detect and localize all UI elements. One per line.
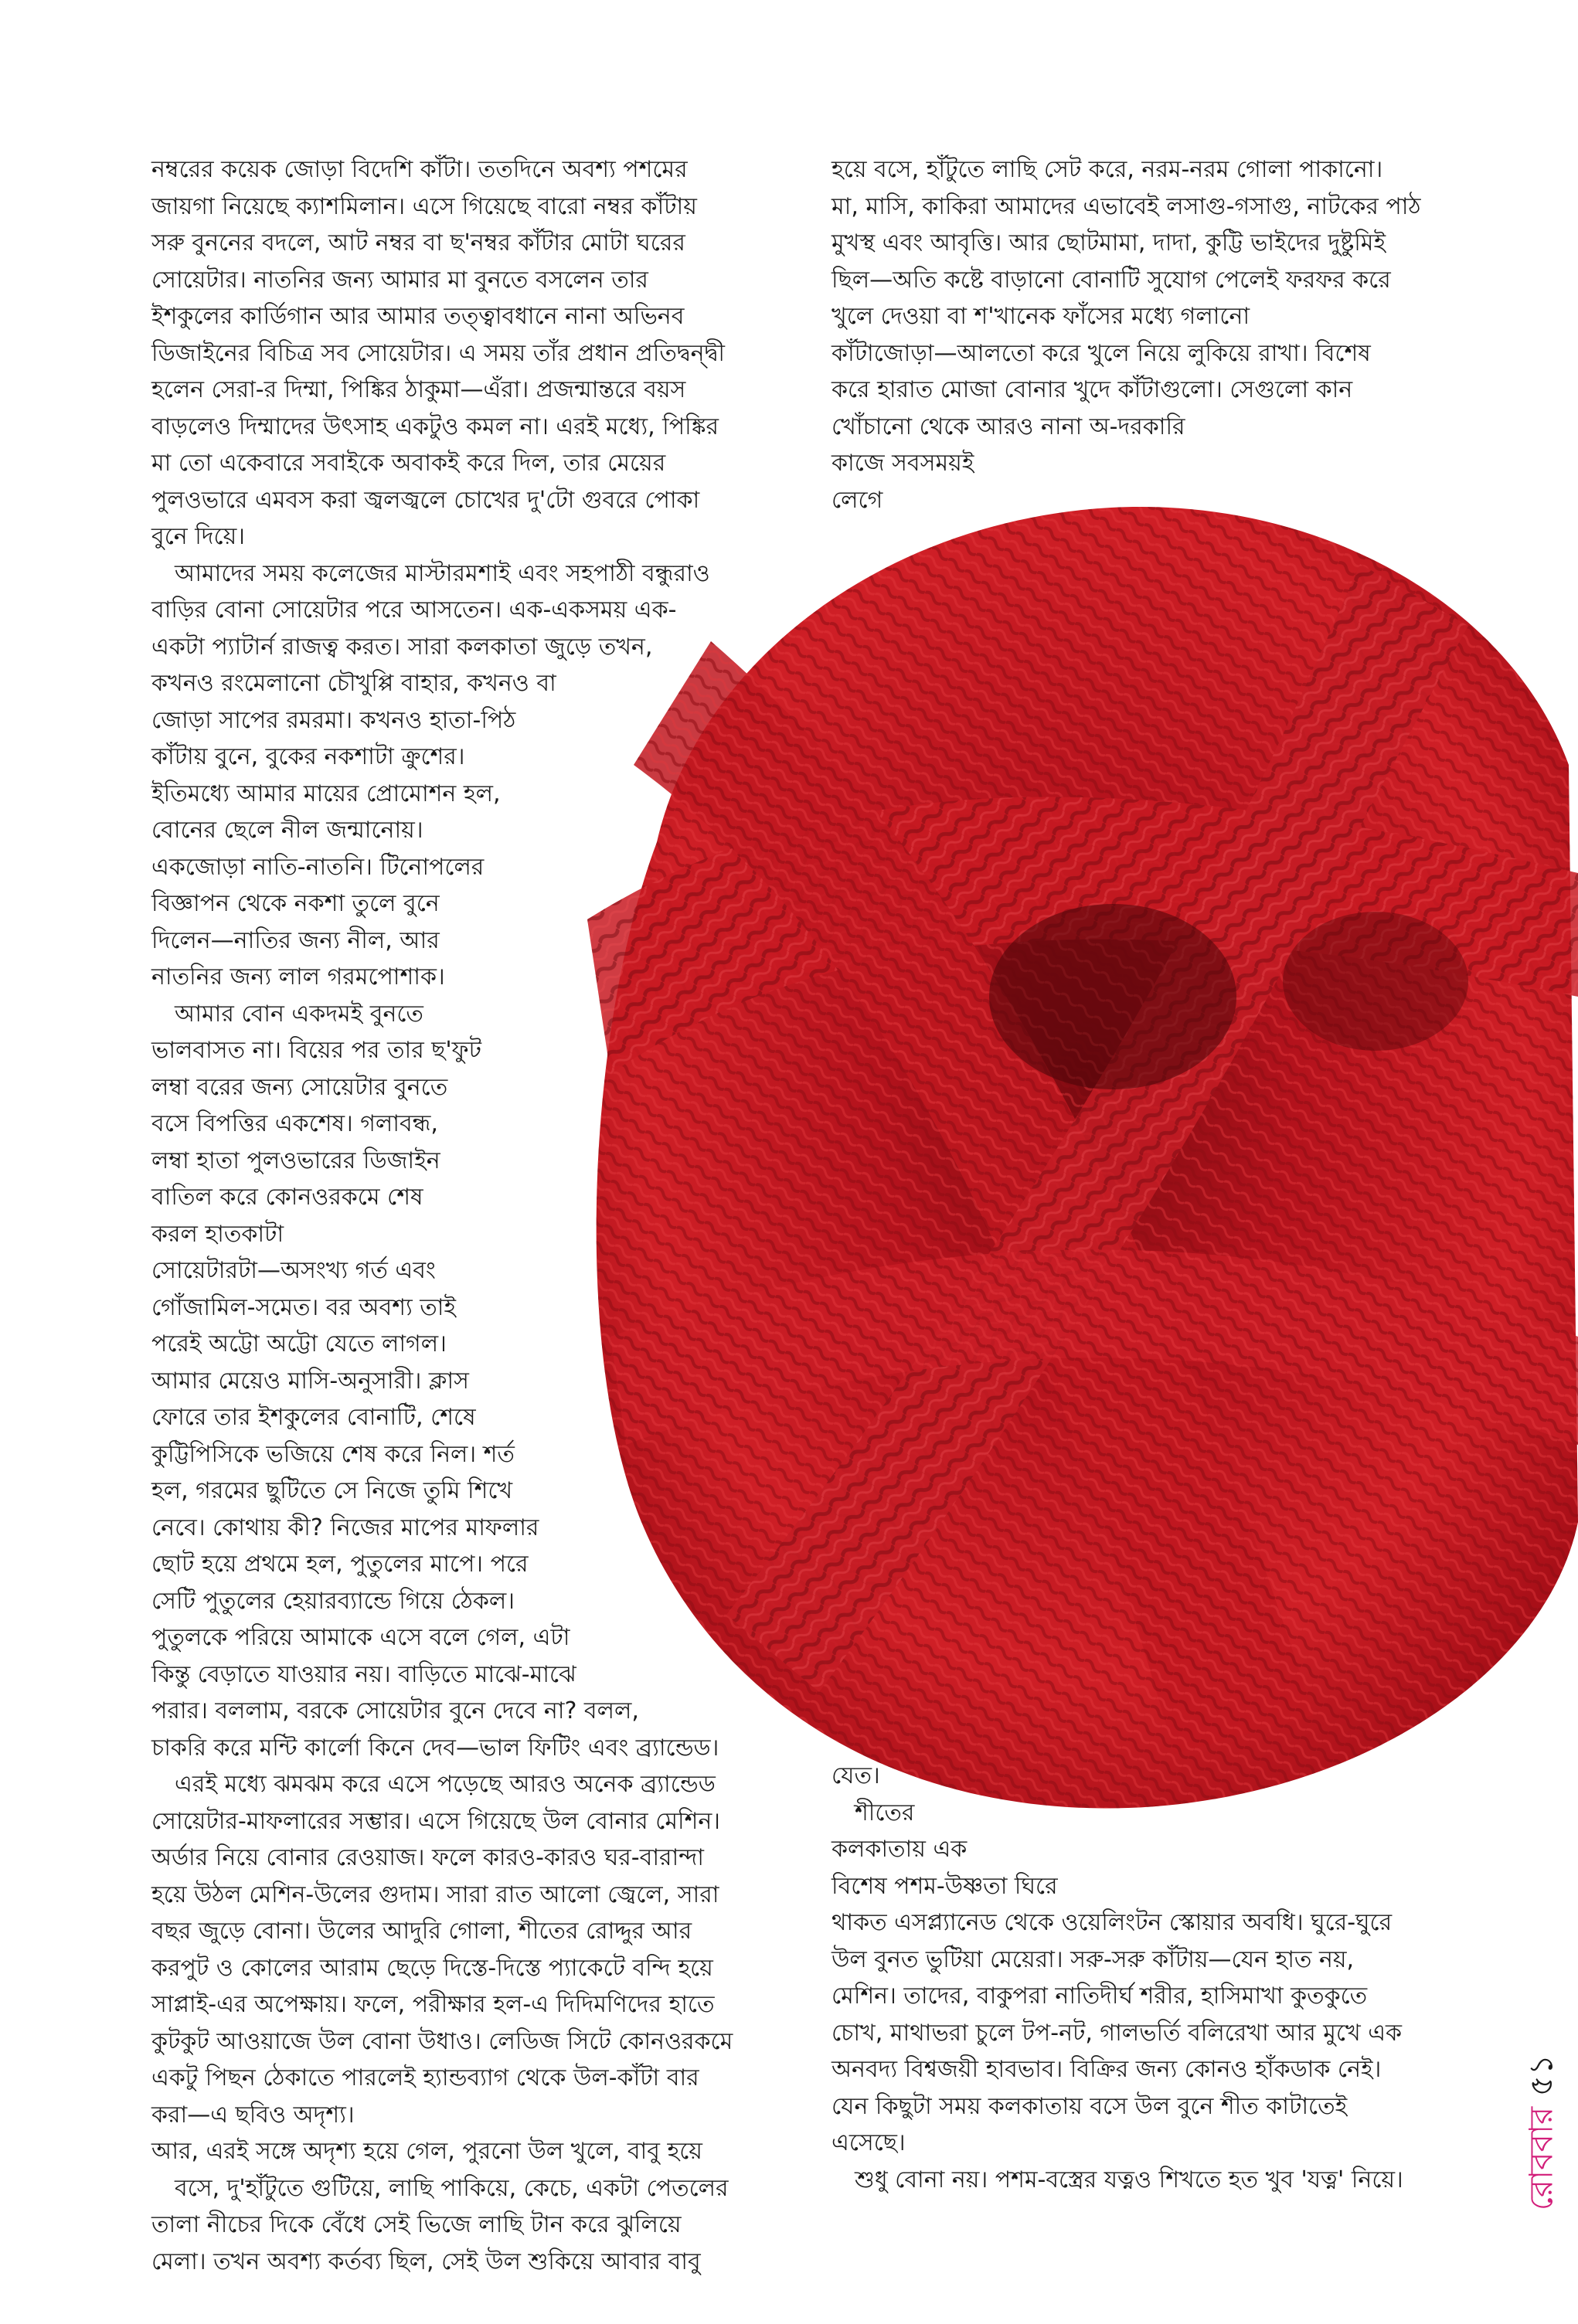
text-line: সোয়েটার। নাতনির জন্য আমার মা বুনতে বসলেন তার — [151, 266, 648, 294]
text-line: একটা প্যাটার্ন রাজত্ব করত। সারা কলকাতা জুড়ে তখন, — [151, 633, 653, 661]
text-line: আমার বোন একদমই বুনতে — [175, 1000, 423, 1028]
text-line: দিলেন—নাতির জন্য নীল, আর — [151, 926, 440, 954]
text-line: হলেন সেরা-র দিম্মা, পিঙ্কির ঠাকুমা—এঁরা। প্রজন্মান্তরে বয়স — [151, 376, 686, 403]
text-line: জোড়া সাপের রমরমা। কখনও হাতা-পিঠ — [151, 706, 516, 734]
text-line: হয়ে উঠল মেশিন-উলের গুদাম। সারা রাত আলো জ্বেলে, সারা — [151, 1881, 719, 1908]
text-line: হল, গরমের ছুটিতে সে নিজে তুমি শিখে — [151, 1477, 513, 1504]
text-line: নাতনির জন্য লাল গরমপোশাক। — [151, 963, 445, 990]
text-line: মা তো একেবারে সবাইকে অবাকই করে দিল, তার মেয়ের — [151, 450, 666, 477]
text-line: একটু পিছন ঠেকাতে পারলেই হ্যান্ডব্যাগ থেকে উল-কাঁটা বার — [151, 2064, 699, 2091]
text-line: কলকাতায় এক — [832, 1836, 968, 1863]
text-line: নম্বরের কয়েক জোড়া বিদেশি কাঁটা। ততদিনে অবশ্য পশমের — [151, 156, 688, 183]
text-line: মেশিন। তাদের, বাকুপরা নাতিদীর্ঘ শরীর, হাসিমাখা কুতকুতে — [832, 1983, 1368, 2010]
text-line: হয়ে বসে, হাঁটুতে লাছি সেট করে, নরম-নরম গোলা পাকানো। — [832, 156, 1383, 183]
text-line: করল হাতকাটা — [151, 1220, 284, 1248]
text-line: সোয়েটারটা—অসংখ্য গর্ত এবং — [151, 1257, 436, 1284]
text-line: সাপ্লাই-এর অপেক্ষায়। ফলে, পরীক্ষার হল-এ দিদিমণিদের হাতে — [151, 1991, 715, 2018]
text-line: বছর জুড়ে বোনা। উলের আদুরি গোলা, শীতের রোদ্দুর আর — [151, 1918, 692, 1945]
text-line: ছিল—অতি কষ্টে বাড়ানো বোনাটি সুযোগ পেলেই ফরফর করে — [832, 266, 1391, 294]
text-line: পুতুলকে পরিয়ে আমাকে এসে বলে গেল, এটা — [151, 1624, 570, 1651]
text-line: কাঁটাজোড়া—আলতো করে খুলে নিয়ে লুকিয়ে রাখা। বিশেষ — [832, 339, 1371, 367]
text-line: এরই মধ্যে ঝমঝম করে এসে পড়েছে আরও অনেক ব্র্যান্ডেড — [175, 1771, 716, 1798]
text-line: বাড়লেও দিম্মাদের উৎসাহ একটুও কমল না। এরই মধ্যে, পিঙ্কির — [151, 413, 719, 440]
text-line: নেবে। কোথায় কী? নিজের মাপের মাফলার — [151, 1514, 539, 1541]
text-line: আমাদের সময় কলেজের মাস্টারমশাই এবং সহপাঠী বন্ধুরাও — [175, 559, 710, 587]
text-line: ভালবাসত না। বিয়ের পর তার ছ'ফুট — [151, 1037, 481, 1064]
text-line: খুলে দেওয়া বা শ'খানেক ফাঁসের মধ্যে গলানো — [832, 303, 1250, 330]
magazine-brand: রোববার — [1522, 2106, 1560, 2211]
side-folio — [1508, 2024, 1578, 2241]
text-line: করপুট ও কোলের আরাম ছেড়ে দিস্তে-দিস্তে প্যাকেটে বন্দি হয়ে — [151, 1954, 713, 1982]
text-line: আমার মেয়েও মাসি-অনুসারী। ক্লাস — [151, 1367, 469, 1395]
text-line: পরার। বললাম, বরকে সোয়েটার বুনে দেবে না? বলল, — [151, 1697, 639, 1724]
text-line: অনবদ্য বিশ্বজয়ী হাবভাব। বিক্রির জন্য কোনও হাঁকডাক নেই। — [832, 2056, 1382, 2083]
right-text-column-top — [832, 151, 1421, 518]
text-line: কিন্তু বেড়াতে যাওয়ার নয়। বাড়িতে মাঝে-মাঝে — [151, 1660, 576, 1688]
text-line: করা—এ ছবিও অদৃশ্য। — [151, 2101, 355, 2129]
red-yarn-ball-image — [541, 440, 1578, 1816]
text-line: বাড়ির বোনা সোয়েটার পরে আসতেন। এক-একসময় এক- — [151, 596, 677, 623]
text-line: লম্বা হাতা পুলওভারের ডিজাইন — [151, 1147, 440, 1174]
text-line: ইশকুলের কার্ডিগান আর আমার তত্ত্বাবধানে নানা অভিনব — [151, 303, 685, 330]
text-line: বসে, দু'হাঁটুতে গুটিয়ে, লাছি পাকিয়ে, কেচে, একটা পেতলের — [175, 2174, 729, 2202]
right-text-column-bottom — [832, 1758, 1403, 2198]
text-line: সেটি পুতুলের হেয়ারব্যান্ডে গিয়ে ঠেকল। — [151, 1587, 515, 1615]
text-line: কখনও রংমেলানো চৌখুপ্পি বাহার, কখনও বা — [151, 670, 556, 697]
text-line: লেগে — [832, 486, 883, 514]
text-line: ছোট হয়ে প্রথমে হল, পুতুলের মাপে। পরে — [151, 1551, 529, 1578]
text-line: করে হারাত মোজা বোনার খুদে কাঁটাগুলো। সেগুলো কান — [832, 376, 1353, 403]
text-line: কুট্টিপিসিকে ভজিয়ে শেষ করে নিল। শর্ত — [151, 1440, 515, 1468]
page-number: ৫১ — [1522, 2054, 1560, 2097]
text-line: অর্ডার নিয়ে বোনার রেওয়াজ। ফলে কারও-কারও ঘর-বারান্দা — [151, 1844, 704, 1871]
text-line: কাজে সবসময়ই — [832, 450, 974, 477]
text-line: পরেই অট্টো অট্টো যেতে লাগল। — [151, 1330, 447, 1357]
text-line: কুটকুট আওয়াজে উল বোনা উধাও। লেডিজ সিটে কোনওরকমে — [151, 2027, 733, 2055]
text-line: উল বুনত ভুটিয়া মেয়েরা। সরু-সরু কাঁটায়—যেন হাত নয়, — [832, 1945, 1355, 1973]
text-line: তালা নীচের দিকে বেঁধে সেই ভিজে লাছি টান করে ঝুলিয়ে — [151, 2211, 682, 2238]
text-line: খোঁচানো থেকে আরও নানা অ-দরকারি — [832, 413, 1185, 440]
text-line: শীতের — [855, 1799, 915, 1826]
text-line: চাকরি করে মন্টি কার্লো কিনে দেব—ভাল ফিটিং এবং ব্র্যান্ডেড। — [151, 1734, 719, 1762]
text-line: শুধু বোনা নয়। পশম-বস্ত্রের যত্নও শিখতে হত খুব 'যত্ন' নিয়ে। — [855, 2166, 1403, 2193]
text-line: বসে বিপত্তির একশেষ। গলাবন্ধ, — [151, 1110, 438, 1137]
text-line: পুলওভারে এমবস করা জ্বলজ্বলে চোখের দু'টো গুবরে পোকা — [151, 486, 700, 514]
text-line: বিজ্ঞাপন থেকে নকশা তুলে বুনে — [151, 890, 440, 917]
text-line: ইতিমধ্যে আমার মায়ের প্রোমোশন হল, — [151, 780, 501, 807]
text-line: চোখ, মাথাভরা চুলে টপ-নট, গালভর্তি বলিরেখা আর মুখে এক — [832, 2019, 1403, 2047]
text-line: বুনে দিয়ে। — [151, 523, 245, 550]
folio-text — [1516, 2054, 1571, 2210]
text-line: কাঁটায় বুনে, বুকের নকশাটা ক্রুশের। — [151, 743, 465, 770]
text-line: এসেছে। — [832, 2129, 906, 2156]
text-line: থাকত এসপ্ল্যানেড থেকে ওয়েলিংটন স্কোয়ার অবধি। ঘুরে-ঘুরে — [832, 1909, 1393, 1936]
text-line: মেলা। তখন অবশ্য কর্তব্য ছিল, সেই উল শুকিয়ে আবার বাবু — [151, 2248, 701, 2275]
text-line: একজোড়া নাতি-নাতনি। টিনোপলের — [151, 853, 485, 881]
text-line: জায়গা নিয়েছে ক্যাশমিলান। এসে গিয়েছে বারো নম্বর কাঁটায় — [151, 192, 697, 220]
text-line: লম্বা বরের জন্য সোয়েটার বুনতে — [151, 1073, 448, 1101]
text-line: আর, এরই সঙ্গে অদৃশ্য হয়ে গেল, পুরনো উল খুলে, বাবু হয়ে — [151, 2138, 702, 2165]
text-line: যেত। — [832, 1762, 880, 1789]
text-line: বিশেষ পশম-উষ্ণতা ঘিরে — [832, 1872, 1058, 1900]
text-line: বোনের ছেলে নীল জন্মানোয়। — [151, 817, 423, 844]
text-line: যেন কিছুটা সময় কলকাতায় বসে উল বুনে শীত কাটাতেই — [832, 2092, 1348, 2120]
text-line: বাতিল করে কোনওরকমে শেষ — [151, 1184, 423, 1211]
text-line: সোয়েটার-মাফলারের সম্ভার। এসে গিয়েছে উল বোনার মেশিন। — [151, 1807, 720, 1835]
text-line: গোঁজামিল-সমেত। বর অবশ্য তাই — [151, 1293, 457, 1321]
text-line: ফোরে তার ইশকুলের বোনাটি, শেষে — [151, 1404, 476, 1431]
text-line: ডিজাইনের বিচিত্র সব সোয়েটার। এ সময় তাঁর প্রধান প্রতিদ্বন্দ্বী — [151, 339, 725, 367]
text-line: মুখস্থ এবং আবৃত্তি। আর ছোটমামা, দাদা, কুট্টি ভাইদের দুষ্টুমিই — [832, 229, 1386, 257]
text-line: মা, মাসি, কাকিরা আমাদের এভাবেই লসাগু-গসাগু, নাটকের পাঠ — [832, 192, 1421, 220]
text-line: সরু বুননের বদলে, আট নম্বর বা ছ'নম্বর কাঁটার মোটা ঘরের — [151, 229, 685, 257]
